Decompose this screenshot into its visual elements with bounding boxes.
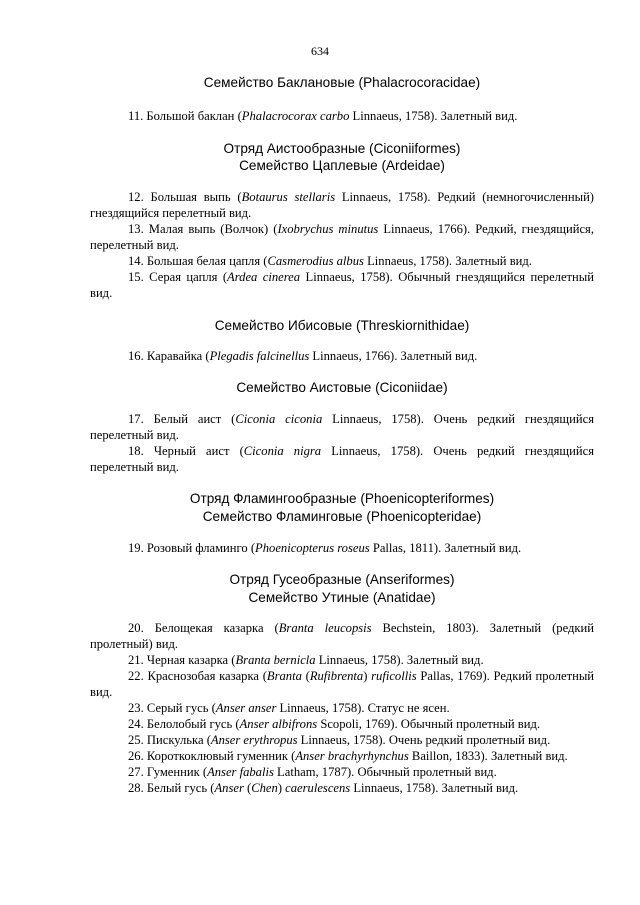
species-entry-27: 27. Гуменник (Anser fabalis Latham, 1787). Обычный пролетный вид. xyxy=(128,765,497,779)
species-entry-21: 21. Черная казарка (Branta bernicla Linnaeus, 1758). Залетный вид. xyxy=(128,653,484,667)
species-entry-20: 20. Белощекая казарка (Branta leucopsis Bechstein, 1803). Залетный (редкий пролетный) вид. xyxy=(90,621,595,651)
page-number: 634 xyxy=(311,44,329,58)
species-entry-12: 12. Большая выпь (Botaurus stellaris Linnaeus, 1758). Редкий (немногочисленный) гнездящийся перелетный вид. xyxy=(90,190,595,220)
species-entry-26: 26. Короткоклювый гуменник (Anser brachyrhynchus Baillon, 1833). Залетный вид. xyxy=(128,749,568,763)
species-entry-13: 13. Малая выпь (Волчок) (Ixobrychus minutus Linnaeus, 1766). Редкий, гнездящийся, перелетный вид. xyxy=(90,222,594,252)
species-entry-25: 25. Пискулька (Anser erythropus Linnaeus, 1758). Очень редкий пролетный вид. xyxy=(128,733,551,747)
species-entry-15: 15. Серая цапля (Ardea cinerea Linnaeus, 1758). Обычный гнездящийся перелетный вид. xyxy=(90,270,594,300)
species-entry-24: 24. Белолобый гусь (Anser albifrons Scopoli, 1769). Обычный пролетный вид. xyxy=(128,717,541,731)
family-heading-threskiornithidae: Семейство Ибисовые (Threskiornithidae) xyxy=(214,318,470,333)
family-heading-ardeidae: Семейство Цаплевые (Ardeidae) xyxy=(239,158,445,173)
species-entry-23: 23. Серый гусь (Anser anser Linnaeus, 1758). Статус не ясен. xyxy=(128,701,450,715)
species-entry-19: 19. Розовый фламинго (Phoenicopterus roseus Pallas, 1811). Залетный вид. xyxy=(128,541,522,555)
species-entries-ciconiidae xyxy=(90,411,594,475)
family-heading-phalacrocoracidae: Семейство Баклановые (Phalacrocoracidae) xyxy=(203,75,481,90)
species-entries-ardeidae xyxy=(90,189,594,301)
species-entry-11: 11. Большой баклан (Phalacrocorax carbo Linnaeus, 1758). Залетный вид. xyxy=(128,109,518,123)
species-entry-17: 17. Белый аист (Ciconia ciconia Linnaeus, 1758). Очень редкий гнездящийся перелетный вид. xyxy=(90,412,594,442)
species-entry-16: 16. Каравайка (Plegadis falcinellus Linnaeus, 1766). Залетный вид. xyxy=(128,349,478,363)
species-entry-18: 18. Черный аист (Ciconia nigra Linnaeus, 1758). Очень редкий гнездящийся перелетный вид. xyxy=(90,444,594,474)
family-heading-ciconiidae: Семейство Аистовые (Ciconiidae) xyxy=(236,380,448,395)
species-entries-anatidae xyxy=(90,620,594,796)
family-heading-anatidae: Семейство Утиные (Anatidae) xyxy=(248,590,436,605)
order-heading-anseriformes: Отряд Гусеобразные (Anseriformes) xyxy=(229,572,455,587)
species-entry-28: 28. Белый гусь (Anser (Chen) caerulescens Linnaeus, 1758). Залетный вид. xyxy=(128,781,519,795)
order-heading-phoenicopteriformes: Отряд Фламингообразные (Phoenicopteriformes) xyxy=(189,491,495,506)
species-entry-14: 14. Большая белая цапля (Casmerodius albus Linnaeus, 1758). Залетный вид. xyxy=(128,254,532,268)
family-heading-phoenicopteridae: Семейство Фламинговые (Phoenicopteridae) xyxy=(202,509,482,524)
order-heading-ciconiiformes: Отряд Аистообразные (Ciconiiformes) xyxy=(223,141,461,156)
species-entry-22: 22. Краснозобая казарка (Branta (Rufibrenta) ruficollis Pallas, 1769). Редкий пролетный вид. xyxy=(90,669,595,699)
